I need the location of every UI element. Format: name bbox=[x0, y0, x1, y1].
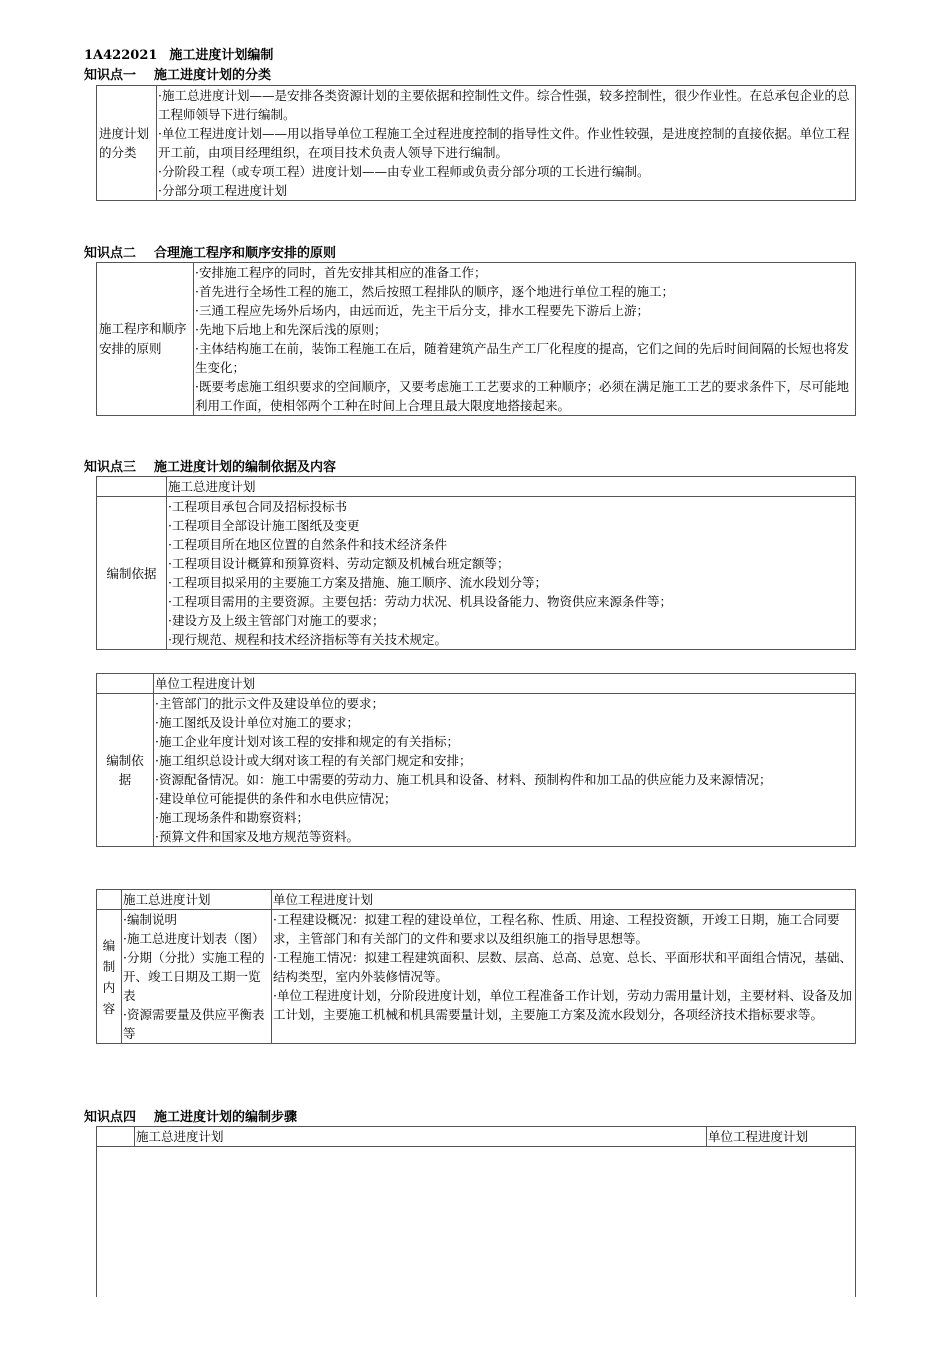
list-item: ·工程项目拟采用的主要施工方案及措施、施工顺序、流水段划分等； bbox=[168, 575, 547, 590]
section4-table bbox=[96, 1126, 856, 1297]
list-item: ·既要考虑施工组织要求的空间顺序，又要考虑施工工艺要求的工种顺序；必须在满足施工工艺的要求条件下，尽可能地利用工作面，使相邻两个工种在时间上合理且最大限度地搭接起来。 bbox=[195, 379, 849, 413]
table-header: 单位工程进度计划 bbox=[272, 890, 856, 910]
section1-title: 施工进度计划的分类 bbox=[154, 68, 272, 83]
table3-col2-cell bbox=[272, 910, 856, 1044]
table-row bbox=[97, 1147, 856, 1298]
empty-cell bbox=[97, 674, 154, 694]
title-code: 1A422021 bbox=[84, 48, 158, 63]
section2-label: 施工程序和顺序安排的原则 bbox=[97, 263, 194, 416]
empty-cell bbox=[97, 477, 167, 497]
section1-items-cell bbox=[157, 86, 856, 201]
list-item: ·施工总进度计划表（图） bbox=[123, 931, 265, 946]
list-item: ·先地下后地上和先深后浅的原则； bbox=[195, 322, 387, 337]
table3-col1-cell bbox=[122, 910, 272, 1044]
table1-label: 编制依据 bbox=[97, 497, 167, 650]
table-row bbox=[97, 263, 856, 416]
table-row bbox=[97, 910, 856, 1044]
section2-table bbox=[96, 262, 856, 416]
list-item: ·施工企业年度计划对该工程的安排和规定的有关指标； bbox=[155, 734, 459, 749]
list-item: ·预算文件和国家及地方规范等资料。 bbox=[155, 829, 359, 844]
table-row bbox=[97, 694, 856, 847]
list-item: ·分期（分批）实施工程的开、竣工日期及工期一览表 bbox=[123, 950, 265, 1003]
list-item: ·分部分项工程进度计划 bbox=[158, 183, 287, 198]
section4-heading bbox=[84, 1106, 297, 1125]
list-item: ·施工组织总设计或大纲对该工程的有关部门规定和安排； bbox=[155, 753, 472, 768]
list-item: ·施工总进度计划——是安排各类资源计划的主要依据和控制性文件。综合性强，较多控制性，很少作业性。在总承包企业的总工程师领导下进行编制。 bbox=[158, 88, 850, 122]
list-item: ·工程建设概况：拟建工程的建设单位，工程名称、性质、用途、工程投资额，开竣工日期，施工合同要求，主管部门和有关部门的文件和要求以及组织施工的指导思想等。 bbox=[273, 912, 840, 946]
section2-heading bbox=[84, 242, 336, 261]
title-text: 施工进度计划编制 bbox=[169, 48, 274, 63]
section2-items-cell bbox=[194, 263, 856, 416]
list-item: ·工程项目设计概算和预算资料、劳动定额及机械台班定额等； bbox=[168, 556, 510, 571]
table-header: 施工总进度计划 bbox=[122, 890, 272, 910]
list-item: ·主管部门的批示文件及建设单位的要求； bbox=[155, 696, 384, 711]
list-item: ·资源需要量及供应平衡表等 bbox=[123, 1007, 265, 1041]
table2-items-cell bbox=[154, 694, 856, 847]
list-item: ·工程项目全部设计施工图纸及变更 bbox=[168, 518, 360, 533]
list-item: ·分阶段工程（或专项工程）进度计划——由专业工程师或负责分部分项的工长进行编制。 bbox=[158, 164, 650, 179]
table-row bbox=[97, 477, 856, 497]
list-item: ·建设单位可能提供的条件和水电供应情况； bbox=[155, 791, 397, 806]
section3-table-general bbox=[96, 476, 856, 650]
section3-prefix: 知识点三 bbox=[84, 460, 137, 475]
list-item: ·单位工程进度计划——用以指导单位工程施工全过程进度控制的指导性文件。作业性较强，是进度控制的直接依据。单位工程开工前，由项目经理组织，在项目技术负责人领导下进行编制。 bbox=[158, 126, 850, 160]
section1-prefix: 知识点一 bbox=[84, 68, 137, 83]
section2-prefix: 知识点二 bbox=[84, 246, 137, 261]
doc-title bbox=[84, 44, 273, 63]
section1-label: 进度计划的分类 bbox=[97, 86, 157, 201]
list-item: ·现行规范、规程和技术经济指标等有关技术规定。 bbox=[168, 632, 447, 647]
section3-table-unit bbox=[96, 673, 856, 847]
section3-table-content bbox=[96, 889, 856, 1044]
list-item: ·工程项目承包合同及招标投标书 bbox=[168, 499, 347, 514]
table-header: 单位工程进度计划 bbox=[707, 1127, 856, 1147]
list-item: ·施工现场条件和勘察资料； bbox=[155, 810, 309, 825]
table1-items-cell bbox=[167, 497, 856, 650]
table-row bbox=[97, 86, 856, 201]
list-item: ·单位工程进度计划，分阶段进度计划，单位工程准备工作计划，劳动力需用量计划，主要材料、设备及加工计划，主要施工机械和机具需要量计划，主要施工方案及流水段划分，各项经济技术指标要求等。 bbox=[273, 988, 852, 1022]
list-item: ·首先进行全场性工程的施工，然后按照工程排队的顺序，逐个地进行单位工程的施工； bbox=[195, 284, 674, 299]
list-item: ·三通工程应先场外后场内，由远而近，先主干后分支，排水工程要先下游后上游； bbox=[195, 303, 649, 318]
list-item: ·施工图纸及设计单位对施工的要求； bbox=[155, 715, 359, 730]
empty-body-cell bbox=[97, 1147, 856, 1298]
table-header: 施工总进度计划 bbox=[135, 1127, 707, 1147]
list-item: ·工程施工情况：拟建工程建筑面积、层数、层高、总高、总宽、总长、平面形状和平面组合情况，基础、结构类型，室内外装修情况等。 bbox=[273, 950, 852, 984]
table-row bbox=[97, 497, 856, 650]
section2-title: 合理施工程序和顺序安排的原则 bbox=[154, 246, 337, 261]
list-item: ·资源配备情况。如：施工中需要的劳动力、施工机具和设备、材料、预制构件和加工品的供应能力及来源情况； bbox=[155, 772, 772, 787]
section1-table bbox=[96, 85, 856, 201]
list-item: ·工程项目需用的主要资源。主要包括：劳动力状况、机具设备能力、物资供应来源条件等； bbox=[168, 594, 672, 609]
section3-title: 施工进度计划的编制依据及内容 bbox=[154, 460, 337, 475]
section4-title: 施工进度计划的编制步骤 bbox=[154, 1110, 298, 1125]
table2-label: 编制依据 bbox=[97, 694, 154, 847]
section4-prefix: 知识点四 bbox=[84, 1110, 137, 1125]
list-item: ·工程项目所在地区位置的自然条件和技术经济条件 bbox=[168, 537, 447, 552]
table-header: 单位工程进度计划 bbox=[154, 674, 856, 694]
section3-heading bbox=[84, 456, 336, 475]
list-item: ·建设方及上级主管部门对施工的要求； bbox=[168, 613, 385, 628]
table-row bbox=[97, 890, 856, 910]
table3-label: 编制内容 bbox=[97, 910, 122, 1044]
table-row bbox=[97, 1127, 856, 1147]
empty-cell bbox=[97, 1127, 135, 1147]
table-row bbox=[97, 674, 856, 694]
list-item: ·主体结构施工在前，装饰工程施工在后，随着建筑产品生产工厂化程度的提高，它们之间的先后时间间隔的长短也将发生变化； bbox=[195, 341, 849, 375]
list-item: ·编制说明 bbox=[123, 912, 177, 927]
section1-heading bbox=[84, 64, 271, 83]
table-header: 施工总进度计划 bbox=[167, 477, 856, 497]
list-item: ·安排施工程序的同时，首先安排其相应的准备工作； bbox=[195, 265, 487, 280]
empty-cell bbox=[97, 890, 122, 910]
